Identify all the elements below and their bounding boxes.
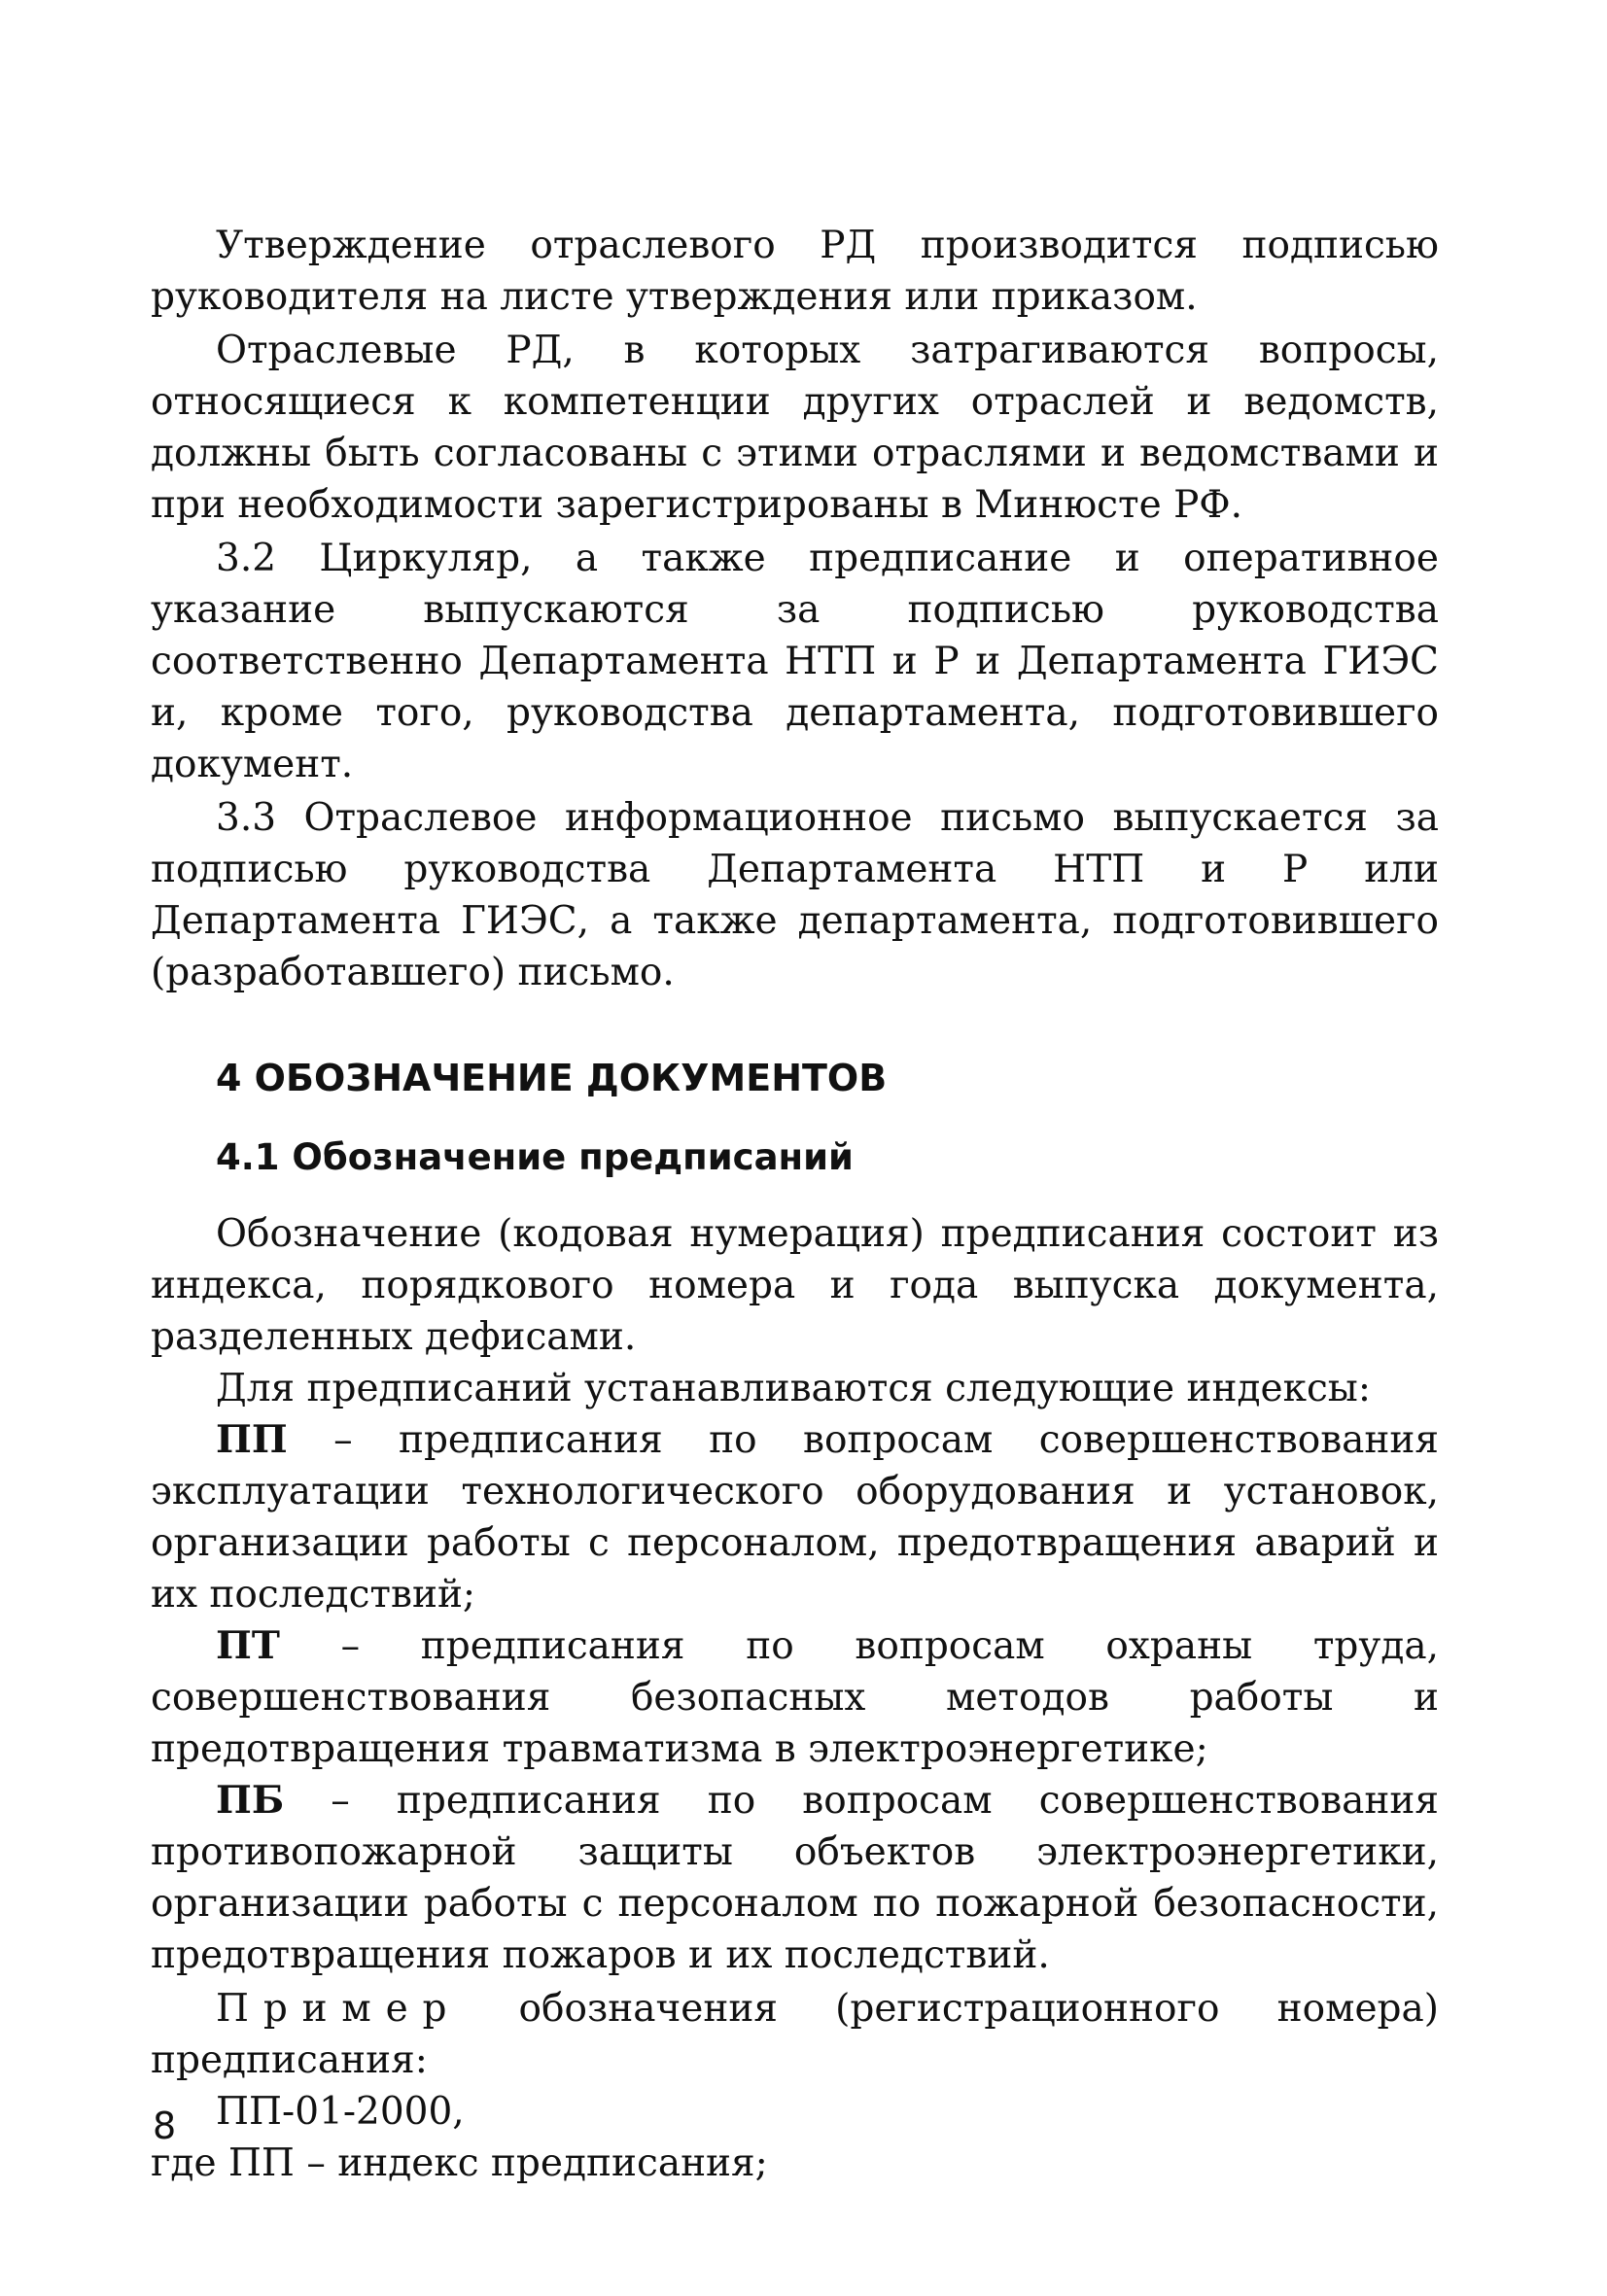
example-text: обозначения (регистрационного номера) предписания: xyxy=(151,1987,1439,2082)
document-page xyxy=(151,220,1439,2189)
index-code: ПТ xyxy=(216,1623,280,1668)
index-item-pp xyxy=(151,1414,1439,1620)
example-code: ПП-01-2000, xyxy=(216,2090,465,2134)
example-explanation: где ПП – индекс предписания; xyxy=(151,2141,768,2185)
index-description: – предписания по вопросам совершенствования эксплуатации технологического оборудования и установок, организации работы с персоналом, предотвращения аварий и их последствий; xyxy=(151,1418,1439,1617)
paragraph-example xyxy=(151,1983,1439,2086)
section-heading: 4 ОБОЗНАЧЕНИЕ ДОКУМЕНТОВ xyxy=(216,1057,888,1099)
index-item-pb xyxy=(151,1775,1439,1981)
paragraph-3-2: 3.2 Циркуляр, а также предписание и оперативное указание выпускаются за подписью руководства соответственно Департамента НТП и Р и Департамента ГИЭС и, кроме того, руководства департамента, подготовившего документ. xyxy=(151,537,1439,786)
paragraph-coordination: Отраслевые РД, в которых затрагиваются вопросы, относящиеся к компетенции других отраслей и ведомств, должны быть согласованы с этими отраслями и ведомствами и при необходимости зарегистрированы в Минюсте РФ. xyxy=(151,329,1439,527)
subsection-heading: 4.1 Обозначение предписаний xyxy=(216,1136,854,1178)
index-description: – предписания по вопросам охраны труда, совершенствования безопасных методов работы и предотвращения травматизма в электроэнергетике; xyxy=(151,1624,1439,1771)
paragraph-indexes-intro: Для предписаний устанавливаются следующие индексы: xyxy=(216,1367,1371,1410)
index-code: ПП xyxy=(216,1417,288,1462)
paragraph-designation-intro: Обозначение (кодовая нумерация) предписания состоит из индекса, порядкового номера и года выпуска документа, разделенных дефисами. xyxy=(151,1212,1439,1359)
index-description: – предписания по вопросам совершенствования противопожарной защиты объектов электроэнергетики, организации работы с персоналом по пожарной безопасности, предотвращения пожаров и их последствий. xyxy=(151,1779,1439,1977)
index-code: ПБ xyxy=(216,1778,285,1823)
paragraph-3-3: 3.3 Отраслевое информационное письмо выпускается за подписью руководства Департамента НТП и Р или Департамента ГИЭС, а также департамента, подготовившего (разработавшего) письмо. xyxy=(151,796,1439,994)
example-word: Пример xyxy=(216,1987,462,2031)
paragraph-approval: Утверждение отраслевого РД производится подписью руководителя на листе утверждения или приказом. xyxy=(151,224,1439,319)
index-item-pt xyxy=(151,1620,1439,1775)
page-number: 8 xyxy=(153,2105,177,2147)
